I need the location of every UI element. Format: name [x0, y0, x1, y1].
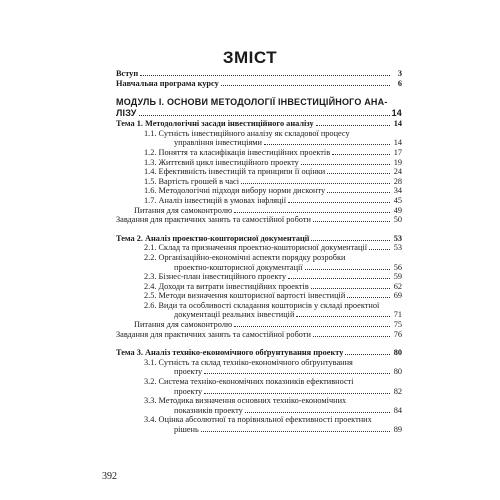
toc-item: 1.2. Поняття та класифікація інвестиційних проектів 17 — [144, 147, 402, 157]
toc-item: 1.4. Ефективність інвестицій та принципи її оцінки 24 — [144, 167, 402, 177]
toc-item: 3.4. Оцінка абсолютної та порівняльної ефективності проектних рішень 89 — [144, 415, 402, 434]
toc-item: 2.2. Організаційно-економічні аспекти порядку розробки проектно-кошторисної документації 56 — [144, 252, 402, 272]
topic-2-heading: Тема 2. Аналіз проектно-кошторисної документації 53 — [116, 233, 402, 243]
toc-entry-program: Навчальна програма курсу 6 — [116, 78, 402, 88]
toc-item: 3.2. Система техніко-економічних показників ефективності проекту 82 — [144, 377, 402, 396]
toc-item: 2.1. Склад та призначення проектно-кошторисної документації 53 — [144, 243, 402, 253]
topic-3-heading: Тема 3. Аналіз техніко-економічного обґрунтування проекту 80 — [116, 348, 402, 358]
toc-entry-intro: Вступ 3 — [116, 69, 402, 78]
toc-item: 1.6. Методологічні підходи вибору норми дисконту 34 — [144, 186, 402, 196]
toc-item: 1.3. Життєвий цикл інвестиційного проекту 19 — [144, 157, 402, 167]
toc-item: 1.7. Аналіз інвестицій в умовах інфляції 45 — [144, 195, 402, 205]
page-number: 392 — [102, 471, 117, 482]
toc-item: 1.5. Вартість грошей в часі 28 — [144, 176, 402, 186]
table-of-contents — [116, 69, 402, 435]
topic-1-heading: Тема 1. Методологічні засади інвестиційного аналізу 14 — [116, 119, 402, 129]
toc-self-check: Питання для самоконтролю 49 — [134, 205, 402, 215]
toc-item: 2.6. Види та особливості складання кошторисів у складі проектної документації реальних інвестицій 71 — [144, 300, 402, 320]
module-heading: МОДУЛЬ І. ОСНОВИ МЕТОДОЛОГІЇ ІНВЕСТИЦІЙНОГО АНА- ЛІЗУ 14 — [116, 97, 402, 119]
toc-item: 2.3. Бізнес-план інвестиційного проекту 59 — [144, 272, 402, 282]
toc-tasks: Завдання для практичних занять та самостійної роботи 76 — [116, 329, 402, 339]
toc-item: 2.5. Методи визначення кошторисної вартості інвестицій 69 — [144, 291, 402, 301]
toc-item: 1.1. Сутність інвестиційного аналізу як складової процесу управління інвестиціями 14 — [144, 128, 402, 148]
toc-item: 3.1. Сутність та склад техніко-економічного обґрунтування проекту 80 — [144, 357, 402, 377]
toc-item: 3.3. Методика визначення основних техніко-економічних показників проекту 84 — [144, 396, 402, 415]
toc-item: 2.4. Доходи та витрати інвестиційних проектів 62 — [144, 281, 402, 291]
page-title: ЗМІСТ — [222, 48, 278, 67]
toc-tasks: Завдання для практичних занять та самостійної роботи 50 — [116, 215, 402, 225]
toc-self-check: Питання для самоконтролю 75 — [134, 320, 402, 330]
